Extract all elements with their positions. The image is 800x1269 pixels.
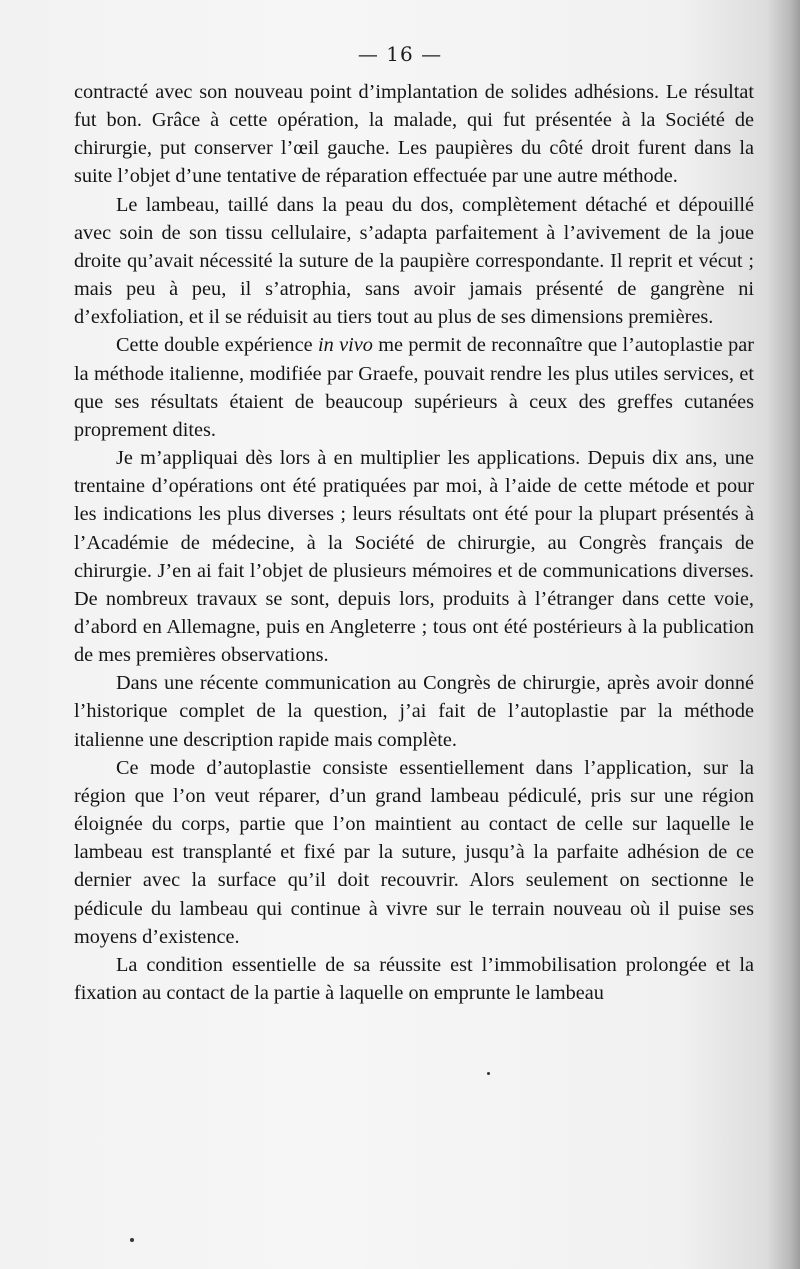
paragraph-1: contracté avec son nouveau point d’implantation de solides adhésions. Le résultat fut bon. Grâce à cette opération, la malade, qui fut présentée à la Société de chirurgie, put conserver l’œil gauche. Les paupières du côté droit furent dans la suite l’objet d’une tentative de réparation effectuée par une autre méthode. — [74, 81, 754, 188]
paragraph-3 — [74, 331, 754, 444]
paragraph-7: La condition essentielle de sa réussite est l’immobilisation prolongée et la fixation au contact de la partie à laquelle on emprunte le lambeau — [74, 953, 754, 1004]
paragraph-6: Ce mode d’autoplastie consiste essentiellement dans l’application, sur la région que l’on veut réparer, d’un grand lambeau pédiculé, pris sur une région éloignée du corps, partie que l’on maintient au contact de celle sur laquelle le lambeau est transplanté et fixé par la suture, jusqu’à la parfaite adhésion de ce dernier avec la surface qu’il doit recouvrir. Alors seulement on sectionne le pédicule du lambeau qui continue à vivre sur le terrain nouveau où il puise ses moyens d’existence. — [74, 756, 754, 948]
paragraph-3-text-after: me permit de reconnaître que l’autoplastie par la méthode italienne, modifiée par Graefe, pouvait rendre les plus utiles services, et que ses résultats étaient de beaucoup supérieurs à ceux des greffes cutanées proprement dites. — [74, 334, 755, 441]
paragraph-5: Dans une récente communication au Congrès de chirurgie, après avoir donné l’historique complet de la question, j’ai fait de l’autoplastie par la méthode italienne une description rapide mais complète. — [74, 672, 754, 751]
print-speck — [487, 1072, 490, 1075]
paragraph-2: Le lambeau, taillé dans la peau du dos, complètement détaché et dépouillé avec soin de son tissu cellulaire, s’adapta parfaitement à l’avivement de la joue droite qu’avait nécessité la suture de la paupière correspondante. Il reprit et vécut ; mais peu à peu, il s’atrophia, sans avoir jamais présenté de gangrène ni d’exfoliation, et il se réduisit au tiers tout au plus de ses dimensions premières. — [74, 193, 754, 329]
paragraph-3-text-before: Cette double expérience — [116, 334, 318, 357]
print-speck — [130, 1238, 134, 1242]
page-gutter-shadow — [766, 0, 800, 1269]
paragraph-4: Je m’appliquai dès lors à en multiplier les applications. Depuis dix ans, une trentaine d’opérations ont été pratiquées par moi, à l’aide de cette métode et pour les indications les plus diverses ; leurs résultats ont été pour la plupart présentés à l’Académie de médecine, à la Société de chirurgie, au Congrès français de chirurgie. J’en ai fait l’objet de plusieurs mémoires et de communications diverses. De nombreux travaux se sont, depuis lors, produits à l’étranger dans cette voie, d’abord en Allemagne, puis en Angleterre ; tous ont été postérieurs à la publication de mes premières observations. — [74, 447, 754, 667]
body-text — [74, 78, 754, 1007]
page-number: — 16 — — [357, 42, 443, 66]
paragraph-3-emphasis: in vivo — [317, 334, 373, 357]
